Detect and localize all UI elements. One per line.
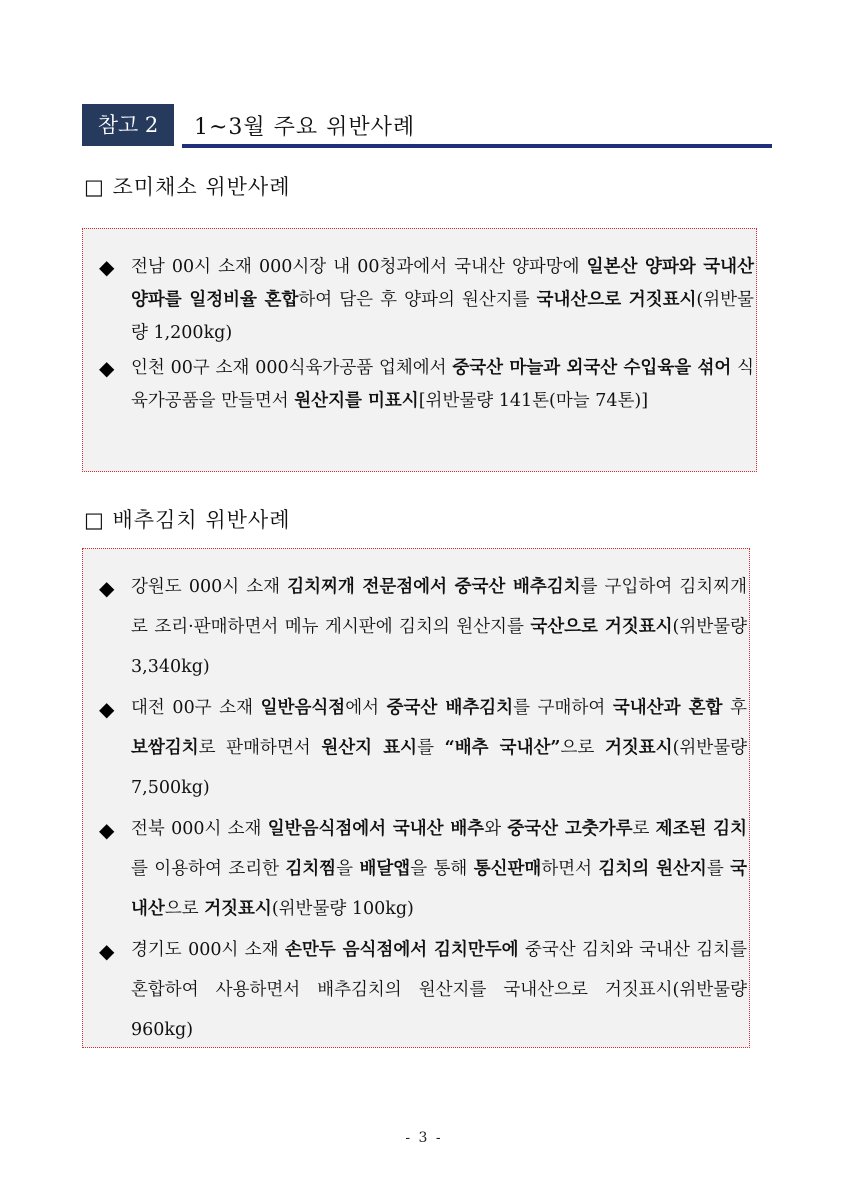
violation-item — [97, 688, 747, 808]
emphasis-text: 배달앱 — [359, 859, 411, 879]
item-text: (위반물량 3,340kg) — [131, 617, 747, 677]
violation-item — [97, 930, 747, 1050]
item-text: 식육가공품을 만들면서 — [131, 358, 755, 411]
item-text: 에서 — [345, 698, 387, 718]
diamond-bullet-icon: ◆ — [99, 818, 115, 842]
violation-item — [97, 251, 754, 350]
section-heading-seasoning-vegetables: □ 조미채소 위반사례 — [84, 175, 291, 199]
emphasis-text: 국산으로 거짓표시 — [530, 617, 673, 637]
emphasis-text: 통신판매 — [473, 859, 542, 879]
item-text: (위반물량 100kg) — [271, 899, 414, 919]
violation-box-kimchi — [82, 548, 750, 1048]
violation-box-seasoning-vegetables — [82, 228, 757, 472]
page-title: 1~3월 주요 위반사례 — [194, 115, 416, 140]
violation-item — [97, 567, 747, 687]
item-text: (위반물량 7,500kg) — [131, 738, 748, 798]
emphasis-text: 제조된 김치 — [655, 819, 747, 839]
item-text: 중국산 김치와 국내산 김치를 혼합하여 사용하면서 배추김치의 원산지를 국내산으로 거짓표시(위반물량 960kg) — [131, 940, 747, 1040]
item-text: 전북 000시 소재 — [131, 819, 268, 839]
item-text: 인천 00구 소재 000식육가공품 업체에서 — [131, 358, 453, 378]
emphasis-text: 국내산으로 거짓표시 — [536, 290, 697, 310]
item-text: 강원도 000시 소재 — [131, 577, 288, 597]
violation-item — [97, 352, 754, 418]
reference-tag: 참고 2 — [82, 104, 174, 146]
reference-header — [82, 104, 772, 152]
emphasis-text: 손만두 음식점에서 김치만두에 — [284, 940, 519, 960]
item-text: 후 — [722, 698, 747, 718]
item-text: 로 판매하면서 — [198, 738, 322, 758]
diamond-bullet-icon: ◆ — [99, 576, 115, 600]
diamond-bullet-icon: ◆ — [99, 697, 115, 721]
emphasis-text: 김치찜 — [285, 859, 337, 879]
emphasis-text: 국내산 — [131, 859, 748, 919]
emphasis-text: 중국산 배추김치 — [386, 698, 514, 718]
item-text: 를 — [417, 738, 445, 758]
item-text: 를 구입하여 김치찌개로 조리·판매하면서 메뉴 게시판에 김치의 원산지를 — [131, 577, 747, 637]
emphasis-text: 김치의 원산지 — [598, 859, 707, 879]
item-text: 으로 — [560, 738, 605, 758]
item-text: [위반물량 141톤(마늘 74톤)] — [418, 391, 649, 411]
item-text: 을 — [336, 859, 360, 879]
emphasis-text: 김치찌개 전문점에서 중국산 배추김치 — [287, 577, 581, 597]
title-underline — [182, 144, 772, 148]
emphasis-text: “배추 국내산” — [444, 738, 561, 758]
emphasis-text: 거짓표시 — [604, 738, 673, 758]
emphasis-text: 거짓표시 — [204, 899, 272, 919]
emphasis-text: 원산지 표시 — [321, 738, 418, 758]
diamond-bullet-icon: ◆ — [99, 939, 115, 963]
item-text: 를 구매하여 — [513, 698, 613, 718]
emphasis-text: 중국산 마늘과 외국산 수입육을 섞어 — [452, 358, 732, 378]
item-text: 경기도 000시 소재 — [131, 940, 285, 960]
emphasis-text: 일반음식점에서 국내산 배추 — [267, 819, 485, 839]
emphasis-text: 보쌈김치 — [131, 738, 199, 758]
item-text: 을 통해 — [410, 859, 474, 879]
page-number: - 3 - — [405, 1130, 443, 1146]
item-text: 전남 00시 소재 000시장 내 00청과에서 국내산 양파망에 — [131, 257, 587, 277]
emphasis-text: 일본산 양파와 국내산 양파를 일정비율 혼합 — [131, 257, 754, 310]
section-heading-kimchi: □ 배추김치 위반사례 — [84, 508, 291, 532]
violation-item — [97, 809, 747, 929]
diamond-bullet-icon: ◆ — [99, 356, 115, 380]
emphasis-text: 원산지를 미표시 — [294, 391, 419, 411]
item-text: 대전 00구 소재 — [131, 698, 261, 718]
item-text: (위반물량 1,200kg) — [131, 290, 754, 343]
emphasis-text: 국내산과 혼합 — [612, 698, 723, 718]
diamond-bullet-icon: ◆ — [99, 255, 115, 279]
item-text: 하여 담은 후 양파의 원산지를 — [298, 290, 537, 310]
item-text: 를 — [706, 859, 731, 879]
emphasis-text: 중국산 고춧가루 — [507, 819, 633, 839]
item-text: 하면서 — [541, 859, 599, 879]
item-text: 으로 — [164, 899, 205, 919]
item-text: 를 이용하여 조리한 — [131, 859, 286, 879]
item-text: 와 — [484, 819, 508, 839]
item-text: 로 — [632, 819, 656, 839]
emphasis-text: 일반음식점 — [260, 698, 346, 718]
